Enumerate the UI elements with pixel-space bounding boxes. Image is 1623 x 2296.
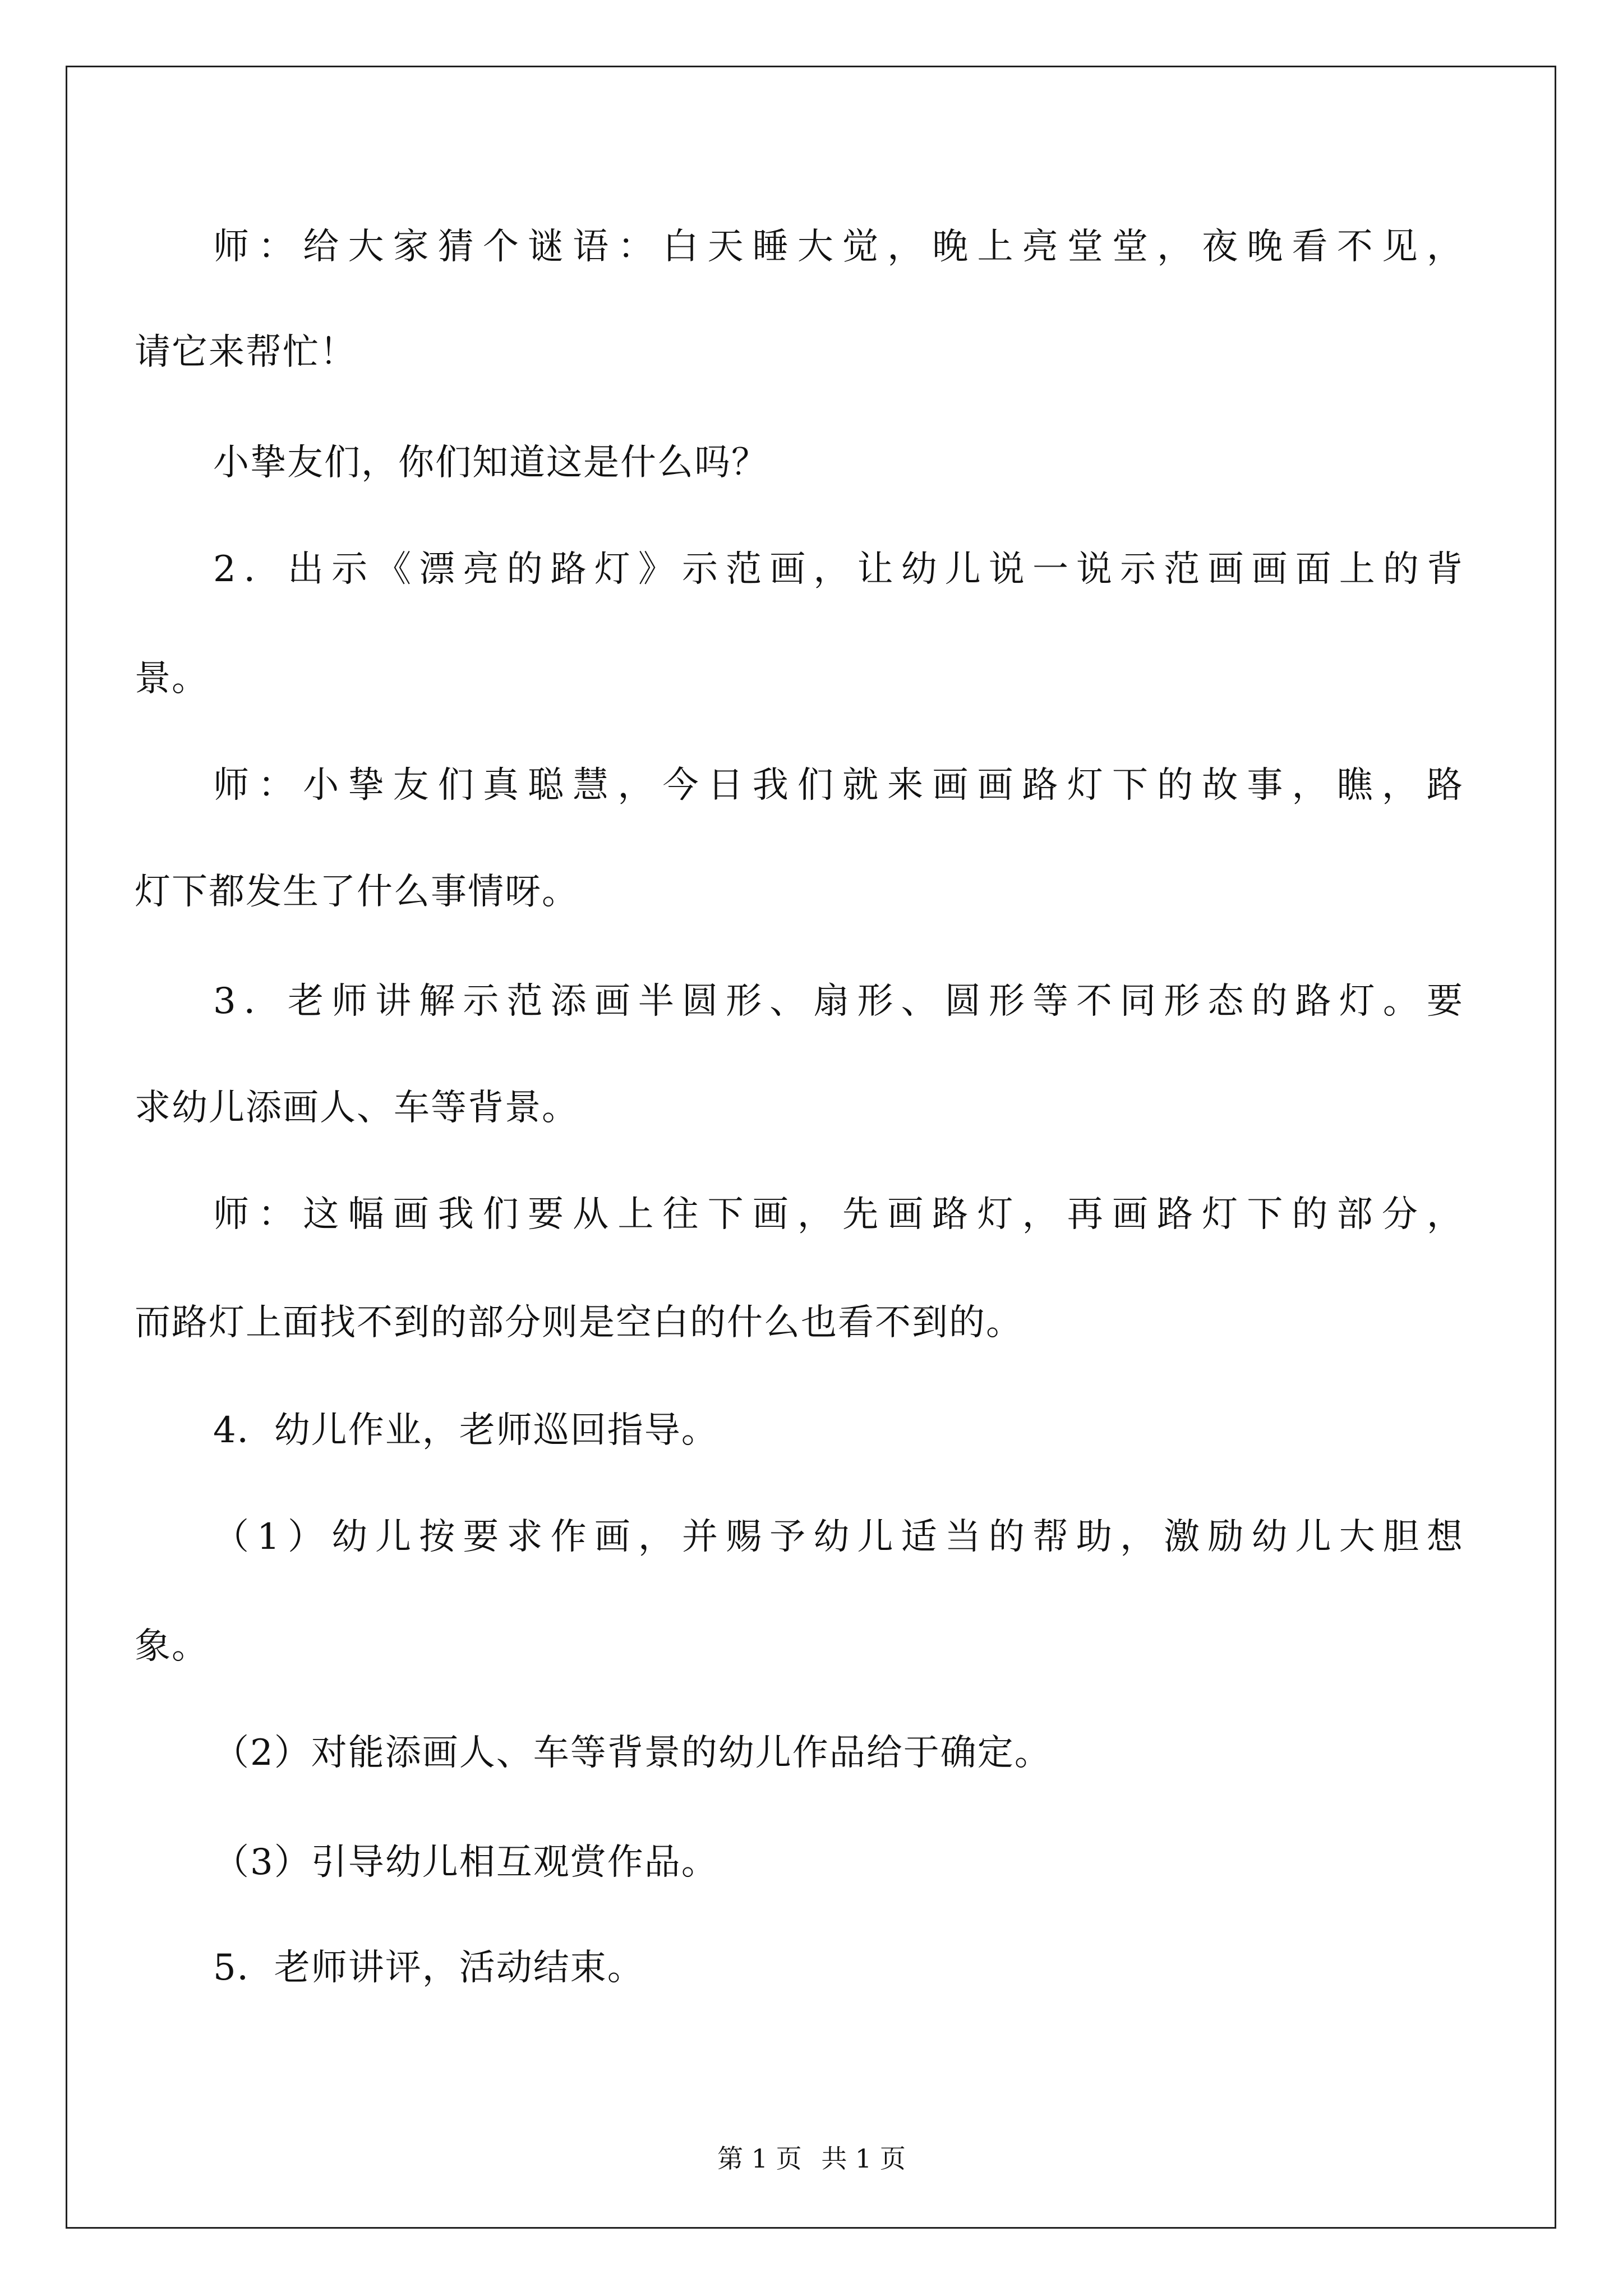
paragraph-line: 而路灯上面找不到的部分则是空白的什么也看不到的。 (135, 1302, 1023, 1343)
paragraph-line: 4．幼儿作业，老师巡回指导。 (213, 1410, 718, 1451)
paragraph-line: 师：给大家猜个谜语：白天睡大觉，晚上亮堂堂，夜晚看不见， (213, 226, 1464, 268)
paragraph-line: 小挚友们，你们知道这是什么吗？ (213, 442, 768, 484)
paragraph-line: 2．出示《漂亮的路灯》示范画，让幼儿说一说示范画画面上的背 (213, 549, 1464, 590)
page-footer (0, 2142, 1623, 2175)
paragraph-line: （1）幼儿按要求作画，并赐予幼儿适当的帮助，激励幼儿大胆想 (213, 1516, 1464, 1558)
paragraph-line: 5．老师讲评，活动结束。 (213, 1947, 644, 1989)
paragraph-line: 师：这幅画我们要从上往下画，先画路灯，再画路灯下的部分， (213, 1194, 1464, 1235)
page-border (66, 66, 1556, 2229)
paragraph-line: （3）引导幼儿相互观赏作品。 (213, 1842, 718, 1883)
paragraph-line: （2）对能添画人、车等背景的幼儿作品给于确定。 (213, 1732, 1052, 1774)
paragraph-line: 请它来帮忙！ (135, 332, 357, 373)
paragraph-line: 灯下都发生了什么事情呀。 (135, 871, 579, 913)
page-number: 第 1 页 (717, 2143, 802, 2174)
paragraph-line: 求幼儿添画人、车等背景。 (135, 1087, 579, 1129)
paragraph-line: 景。 (135, 658, 209, 700)
paragraph-line: 象。 (135, 1626, 209, 1667)
paragraph-line: 3．老师讲解示范添画半圆形、扇形、圆形等不同形态的路灯。要 (213, 981, 1464, 1022)
paragraph-line: 师：小挚友们真聪慧，今日我们就来画画路灯下的故事，瞧，路 (213, 765, 1464, 806)
page-total: 共 1 页 (821, 2143, 906, 2174)
